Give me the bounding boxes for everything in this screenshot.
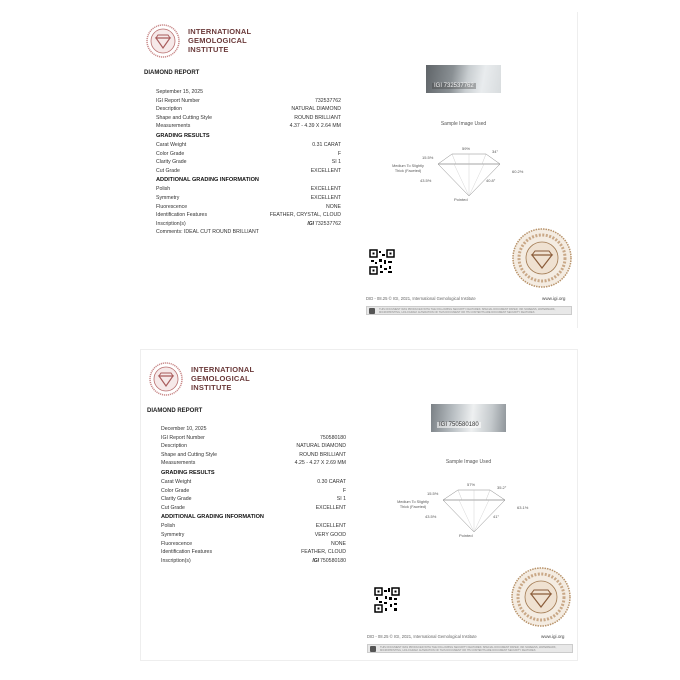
culet-label: Pointed	[459, 533, 473, 538]
field-row: Description NATURAL DIAMOND	[161, 443, 346, 450]
girdle-label: Medium To Slightly Thick (Faceted)	[392, 164, 424, 173]
grading-results-heading: GRADING RESULTS	[161, 469, 215, 476]
security-disclaimer: THIS DOCUMENT WAS PRODUCED WITH THE FOLLOWING SECURITY FEATURES: SPECIAL DOCUMENT PAPER, INK SCREENS, WATERMARK, MICROPRINTING, HOLOGRAM. ALTERATION OF THIS DOCUMENT OR ITS CONTENTS ARE DOCUMENT SECURITY FEATURES	[366, 306, 572, 315]
table-label: 57%	[467, 482, 476, 487]
crown-angle-label: 35.2°	[497, 485, 507, 490]
field-row: Shape and Cutting Style ROUND BRILLIANT	[156, 114, 341, 121]
grading-row: Clarity Grade SI 1	[161, 496, 346, 503]
org-name: INTERNATIONAL GEMOLOGICAL INSTITUTE	[188, 27, 252, 54]
sample-image	[426, 65, 501, 93]
sample-inscription: IGI 750580180	[439, 422, 479, 428]
crown-angle-label: 34°	[492, 149, 499, 154]
field-row: Measurements 4.25 - 4.27 X 2.69 MM	[161, 460, 346, 467]
additional-row: Polish EXCELLENT	[161, 523, 346, 530]
additional-row: Polish EXCELLENT	[156, 186, 341, 193]
footer-url[interactable]: www.igi.org	[542, 296, 566, 301]
qr-code-icon	[369, 249, 395, 275]
igi-seal-icon	[511, 567, 571, 627]
igi-mark: IGI	[307, 220, 315, 227]
pavilion-angle-label: 41°	[493, 514, 500, 519]
footer-url[interactable]: www.igi.org	[541, 634, 565, 639]
field-row: Measurements 4.37 - 4.39 X 2.64 MM	[156, 123, 341, 130]
report-date: September 15, 2025	[156, 89, 204, 95]
grading-row: Color Grade F	[161, 487, 346, 494]
girdle-label: Medium To Slightly Thick (Faceted)	[397, 500, 429, 509]
grading-row: Color Grade F	[156, 150, 341, 157]
additional-row: Symmetry VERY GOOD	[161, 531, 346, 538]
grading-row: Carat Weight 0.31 CARAT	[156, 141, 341, 148]
total-depth-label: 60.2%	[512, 169, 524, 174]
additional-row: Identification Features FEATHER, CLOUD	[161, 549, 346, 556]
org-name: INTERNATIONAL GEMOLOGICAL INSTITUTE	[191, 365, 255, 392]
additional-row: Inscription(s) IGI732537762	[156, 220, 341, 227]
igi-logo-icon	[146, 24, 180, 58]
report-title: DIAMOND REPORT	[147, 408, 203, 414]
igi-seal-icon	[512, 228, 572, 288]
field-row: IGI Report Number 750580180	[161, 434, 346, 441]
culet-label: Pointed	[454, 197, 468, 202]
pavilion-depth-label: 43.5%	[425, 514, 437, 519]
report-details	[161, 425, 346, 565]
additional-row: Inscription(s) IGI750580180	[161, 557, 346, 564]
report-date: December 10, 2025	[161, 426, 207, 432]
footer-copyright: DID - 08.25 © IGI, 2021, International Gemological Institute	[366, 296, 476, 301]
igi-logo-icon	[149, 362, 183, 396]
report-details	[156, 88, 341, 237]
sample-inscription: IGI 732537762	[434, 83, 474, 89]
field-row: Shape and Cutting Style ROUND BRILLIANT	[161, 451, 346, 458]
additional-row: Symmetry EXCELLENT	[156, 194, 341, 201]
lock-icon	[369, 308, 375, 314]
report-date-row	[156, 88, 341, 97]
sample-caption: Sample Image Used	[440, 121, 487, 127]
field-row: Description NATURAL DIAMOND	[156, 106, 341, 113]
grading-results-heading: GRADING RESULTS	[156, 132, 210, 139]
footer-copyright: DID - 08.25 © IGI, 2021, International Gemological Institute	[367, 634, 477, 639]
grading-row: Clarity Grade SI 1	[156, 159, 341, 166]
grading-row: Cut Grade EXCELLENT	[161, 504, 346, 511]
crown-height-label: 15.5%	[422, 155, 434, 160]
table-label: 59%	[462, 146, 471, 151]
additional-row: Fluorescence NONE	[161, 540, 346, 547]
additional-info-heading: ADDITIONAL GRADING INFORMATION	[161, 514, 264, 521]
report-title: DIAMOND REPORT	[144, 70, 200, 76]
sample-image	[431, 404, 506, 432]
crown-height-label: 15.5%	[427, 491, 439, 496]
igi-mark: IGI	[312, 557, 320, 564]
additional-row: Identification Features FEATHER, CRYSTAL, CLOUD	[156, 212, 341, 219]
total-depth-label: 63.1%	[517, 505, 529, 510]
qr-code-icon	[374, 587, 400, 613]
security-disclaimer: THIS DOCUMENT WAS PRODUCED WITH THE FOLLOWING SECURITY FEATURES: SPECIAL DOCUMENT PAPER, INK SCREENS, WATERMARK, MICROPRINTING, HOLOGRAM. ALTERATION OF THIS DOCUMENT OR ITS CONTENTS ARE DOCUMENT SECURITY FEATURES	[367, 644, 573, 653]
pavilion-depth-label: 43.5%	[420, 178, 432, 183]
diamond-report-card-1	[138, 12, 578, 328]
pavilion-angle-label: 40.8°	[486, 178, 496, 183]
field-row: IGI Report Number 732537762	[156, 97, 341, 104]
additional-info-heading: ADDITIONAL GRADING INFORMATION	[156, 177, 259, 184]
report-date-row	[161, 425, 346, 434]
comments: Comments: IDEAL CUT ROUND BRILLIANT	[156, 229, 259, 236]
sample-caption: Sample Image Used	[445, 459, 492, 465]
grading-row: Carat Weight 0.30 CARAT	[161, 478, 346, 485]
grading-row: Cut Grade EXCELLENT	[156, 167, 341, 174]
lock-icon	[370, 646, 376, 652]
diamond-report-card-2	[140, 349, 578, 661]
additional-row: Fluorescence NONE	[156, 203, 341, 210]
